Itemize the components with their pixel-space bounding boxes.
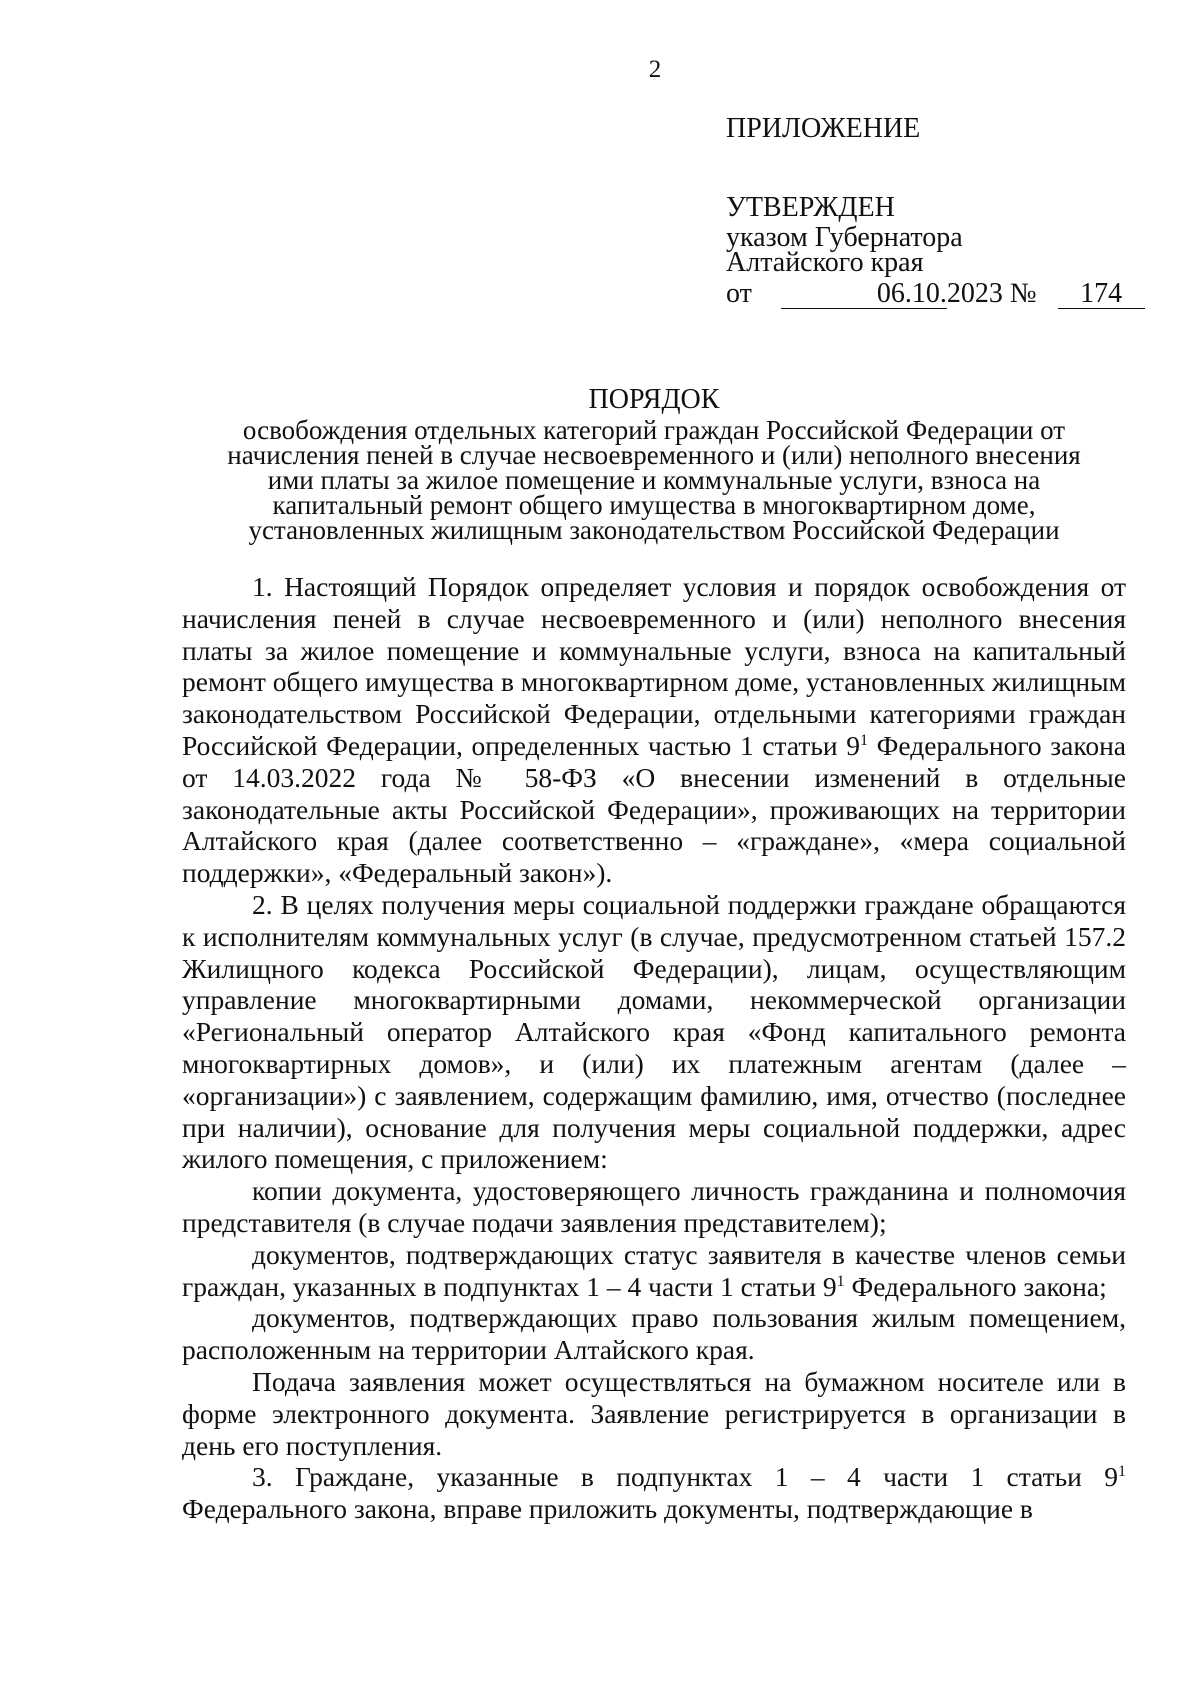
title-line: ими платы за жилое помещение и коммунальные услуги, взноса на bbox=[267, 465, 1041, 495]
title-heading: ПОРЯДОК bbox=[588, 384, 720, 415]
paragraph-text: 3. Граждане, указанные в подпунктах 1 – 4 части 1 статьи 9 bbox=[252, 1461, 1118, 1493]
paragraph-1 bbox=[182, 571, 1126, 889]
title-line: начисления пеней в случае несвоевременного и (или) неполного внесения bbox=[227, 440, 1081, 470]
approval-block bbox=[726, 112, 1126, 311]
superscript: 1 bbox=[836, 1272, 845, 1290]
title-line: освобождения отдельных категорий граждан Российской Федерации от bbox=[242, 415, 1066, 445]
superscript: 1 bbox=[860, 731, 869, 749]
paragraph-text: 1. Настоящий Порядок определяет условия и порядок освобождения от начисления пеней в случае несвоевременного и (или) неполного внесения платы за жилое помещение и коммунальные услуги, взноса на капитальный ремонт общего имущества в многоквартирном доме, установленных жилищным законодательством Российской Федерации, отдельными категориями граждан Российской Федерации, определенных частью 1 статьи 9 bbox=[182, 571, 1126, 761]
paragraph-text: Федерального закона, вправе приложить документы, подтверждающие в bbox=[182, 1493, 1033, 1525]
decree-authority: указом Губернатора bbox=[726, 222, 963, 253]
decree-number: 174 bbox=[1058, 280, 1145, 309]
paragraph-7 bbox=[182, 1461, 1126, 1525]
page-number: 2 bbox=[648, 56, 662, 83]
paragraph-text: Федерального закона от 14.03.2022 года № 58-ФЗ «О внесении изменений в отдельные законодательные акты Российской Федерации», проживающих на территории Алтайского края (далее соответственно – «граждане», «мера социальной поддержки», «Федеральный закон»). bbox=[182, 729, 1126, 889]
paragraph-3: копии документа, удостоверяющего личность гражданина и полномочия представителя (в случае подачи заявления представителем); bbox=[182, 1175, 1126, 1238]
decree-year: 2023 bbox=[946, 278, 1003, 309]
paragraph-4 bbox=[182, 1239, 1126, 1303]
approved-label: УТВЕРЖДЕН bbox=[726, 192, 895, 223]
decree-date-value: 06.10. bbox=[876, 278, 947, 309]
paragraph-text: документов, подтверждающих статус заявителя в качестве членов семьи граждан, указанных в подпунктах 1 – 4 части 1 статьи 9 bbox=[182, 1238, 1126, 1302]
paragraph-2: 2. В целях получения меры социальной поддержки граждане обращаются к исполнителям коммунальных услуг (в случае, предусмотренном статьей 157.2 Жилищного кодекса Российской Федерации), лицам, осуществляющим управление многоквартирными домами, некоммерческой организации «Региональный оператор Алтайского края «Фонд капитального ремонта многоквартирных домов», и (или) их платежным агентам (далее – «организации») с заявлением, содержащим фамилию, имя, отчество (последнее при наличии), основание для получения меры социальной поддержки, адрес жилого помещения, с приложением: bbox=[182, 888, 1126, 1175]
decree-date bbox=[781, 280, 947, 309]
document-title bbox=[182, 382, 1126, 543]
title-line: установленных жилищным законодательством Российской Федерации bbox=[248, 515, 1060, 545]
paragraph-text: Федерального закона; bbox=[844, 1270, 1107, 1302]
paragraph-5: документов, подтверждающих право пользования жилым помещением, расположенным на территории Алтайского края. bbox=[182, 1302, 1126, 1366]
superscript: 1 bbox=[1118, 1463, 1126, 1481]
paragraph-6: Подача заявления может осуществляться на бумажном носителе или в форме электронного документа. Заявление регистрируется в организации в день его поступления. bbox=[182, 1365, 1126, 1461]
decree-region: Алтайского края bbox=[726, 247, 924, 278]
number-sign: № bbox=[1009, 278, 1037, 309]
document-body bbox=[182, 571, 1126, 1525]
title-line: капитальный ремонт общего имущества в многоквартирном доме, bbox=[272, 490, 1036, 520]
appendix-label: ПРИЛОЖЕНИЕ bbox=[726, 113, 921, 144]
decree-date-line bbox=[726, 277, 1126, 311]
date-prefix: от bbox=[726, 278, 752, 309]
